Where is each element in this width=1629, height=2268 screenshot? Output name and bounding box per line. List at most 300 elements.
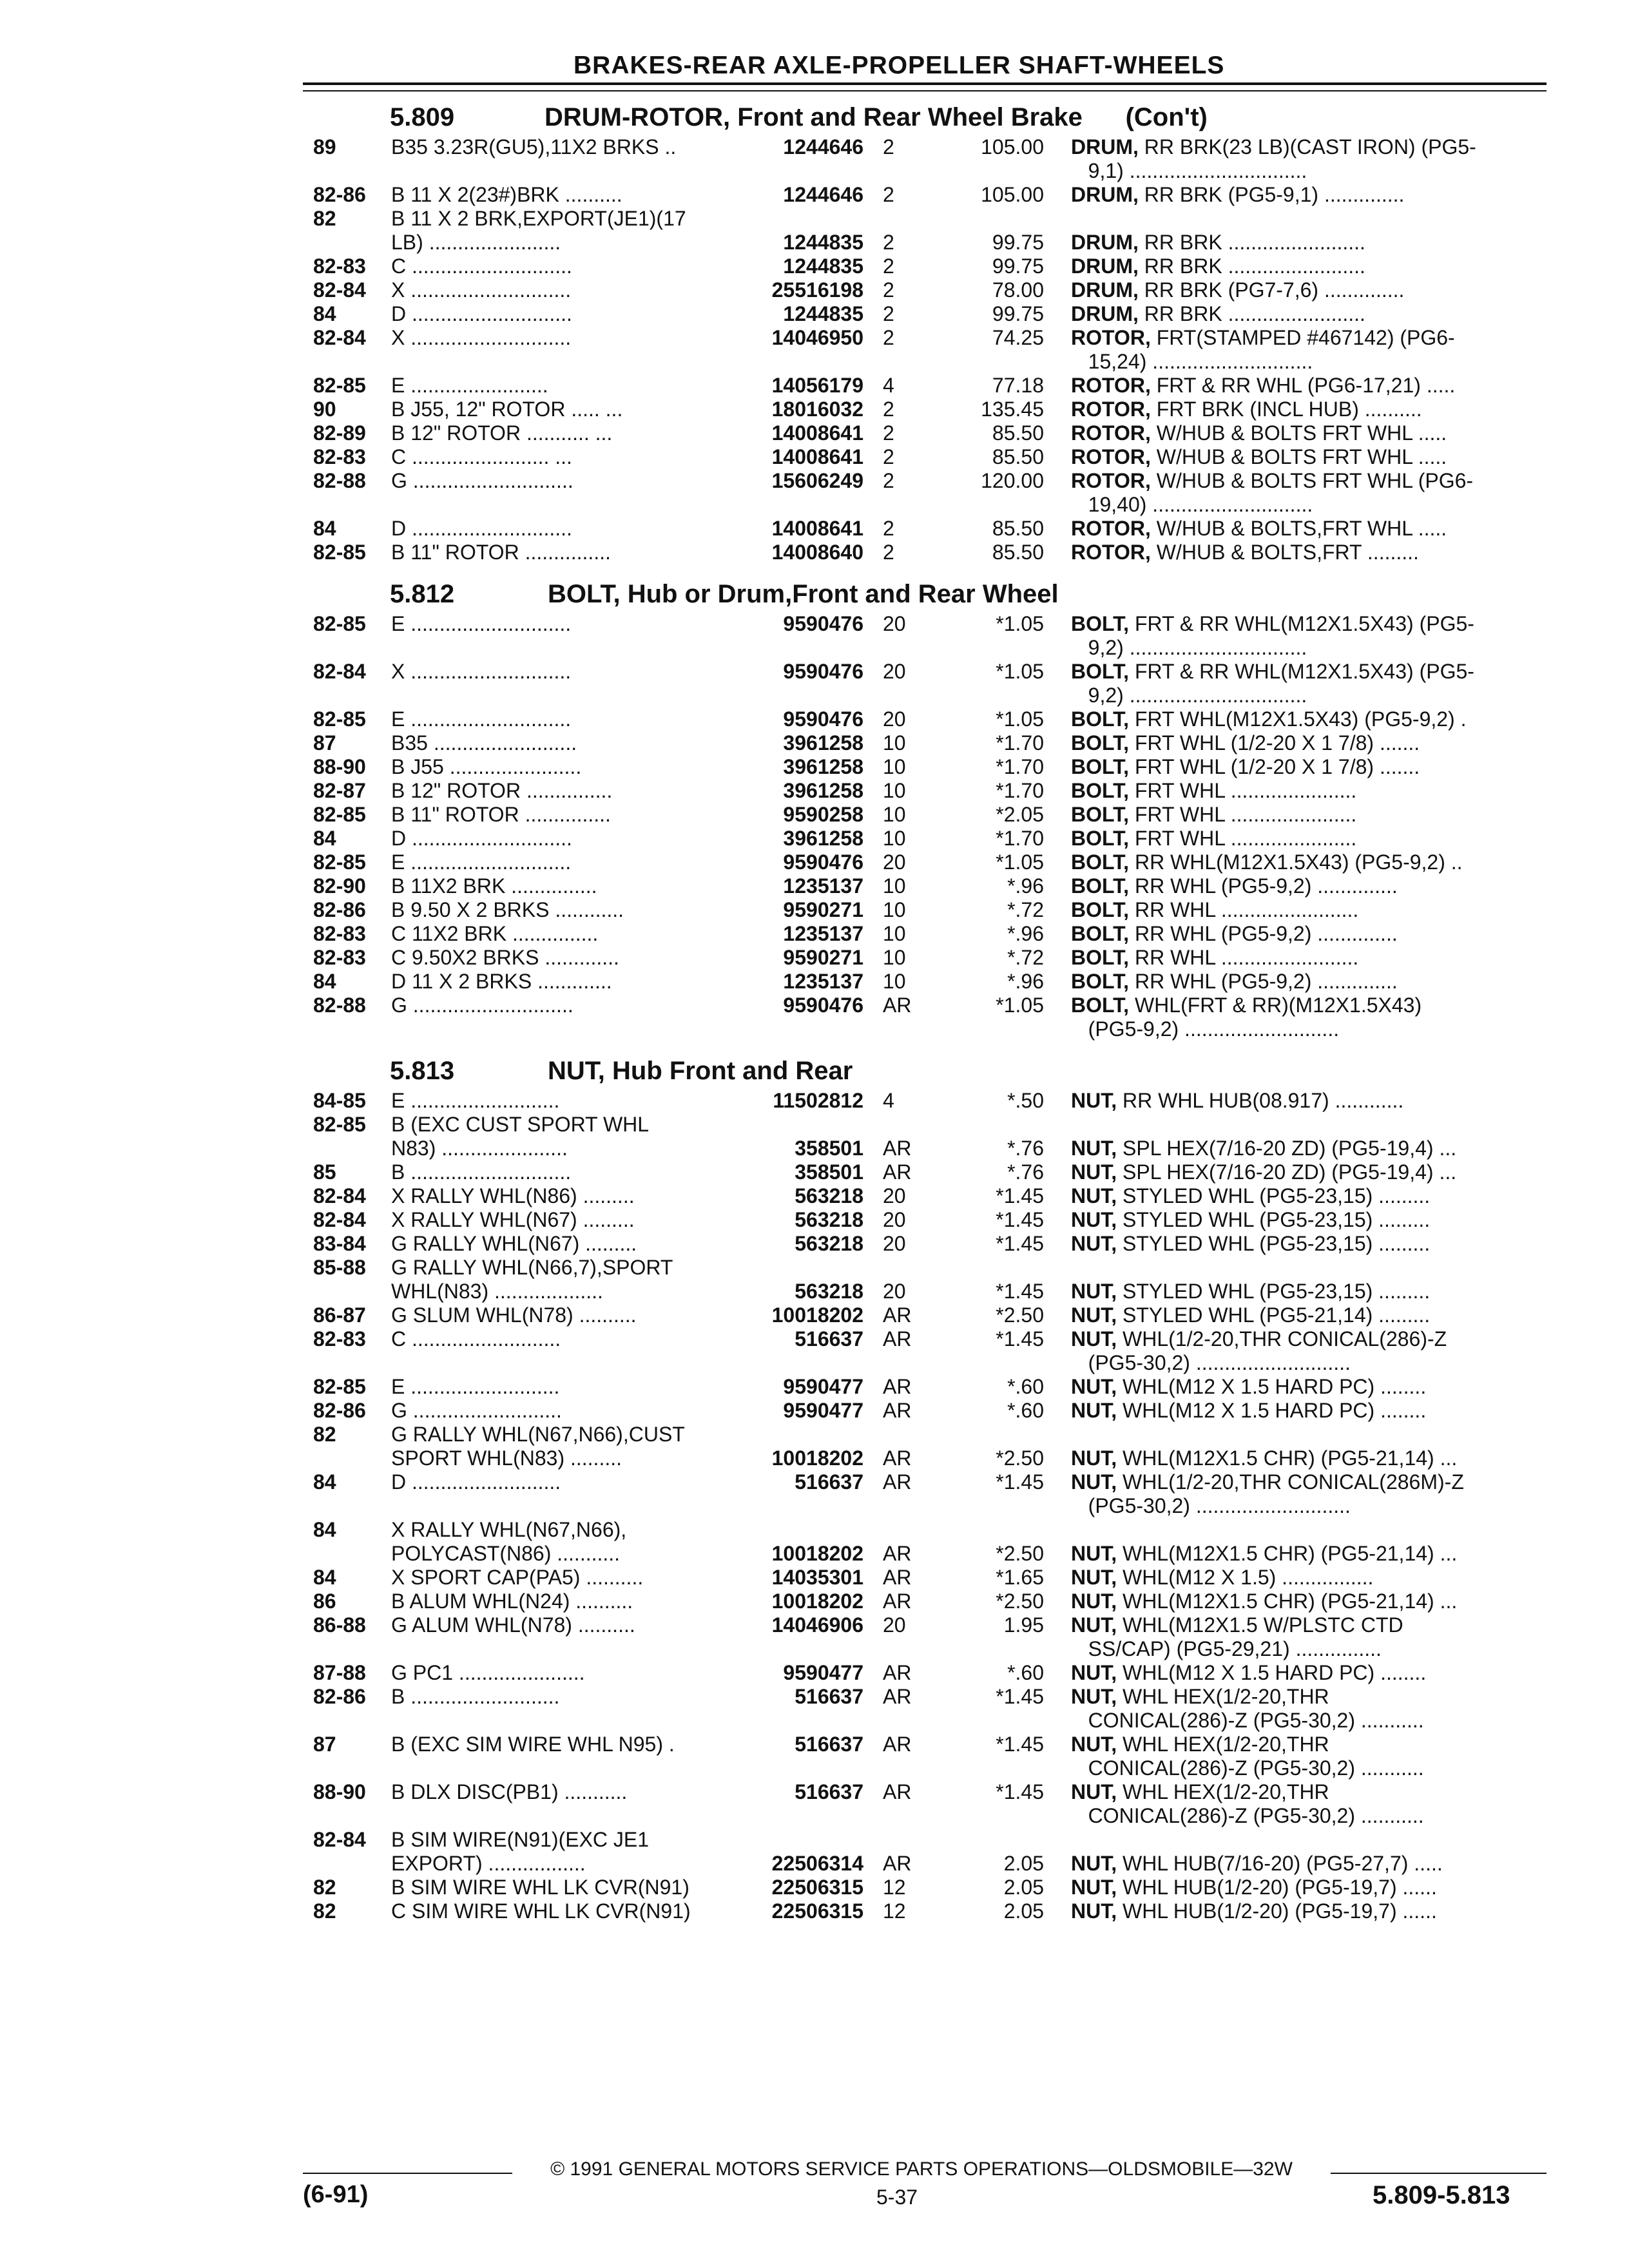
usage-description: B (EXC SIM WIRE WHL N95) .	[391, 1733, 675, 1756]
part-name	[1071, 755, 1535, 779]
table-row	[0, 1327, 1629, 1351]
model-year: 82-89	[313, 421, 366, 445]
part-name-keyword: NUT,	[1071, 1613, 1117, 1637]
price: *.60	[1007, 1661, 1044, 1684]
part-number: 9590476	[783, 612, 863, 635]
usage-description: B ALUM WHL(N24) ..........	[391, 1590, 633, 1613]
footer-rule-left	[303, 2173, 512, 2174]
part-number: 516637	[795, 1685, 863, 1708]
quantity: AR	[883, 1160, 912, 1184]
part-name-detail: FRT & RR WHL(M12X1.5X43) (PG5-	[1129, 660, 1474, 683]
section-number: 5.813	[390, 1057, 455, 1085]
part-name-detail: WHL(M12 X 1.5 HARD PC) ........	[1117, 1661, 1427, 1684]
part-number: 25516198	[771, 278, 863, 302]
part-name-detail: CONICAL(286)-Z (PG5-30,2) ...........	[1071, 1804, 1424, 1827]
usage-description: B35 3.23R(GU5),11X2 BRKS ..	[391, 135, 677, 159]
price: *1.45	[996, 1780, 1044, 1803]
usage-description: X RALLY WHL(N67,N66),	[391, 1518, 627, 1541]
usage-description: E ............................	[391, 707, 572, 731]
price: 99.75	[992, 302, 1044, 325]
usage-description: B 11 X 2(23#)BRK ..........	[391, 183, 622, 206]
part-name	[1071, 231, 1535, 255]
section-range: 5.809-5.813	[1373, 2181, 1510, 2209]
part-name	[1071, 1590, 1535, 1613]
part-name-keyword: NUT,	[1071, 1184, 1117, 1207]
part-name-keyword: BOLT,	[1071, 612, 1130, 635]
part-number: 9590271	[783, 898, 863, 921]
table-row	[0, 1160, 1629, 1184]
part-number: 9590476	[783, 707, 863, 731]
table-row	[0, 159, 1629, 183]
part-name-detail: WHL(1/2-20,THR CONICAL(286)-Z	[1117, 1327, 1447, 1350]
table-row	[0, 1876, 1629, 1899]
model-year: 82-83	[313, 946, 366, 969]
table-row	[0, 779, 1629, 803]
table-row	[0, 731, 1629, 755]
part-name	[1071, 302, 1535, 326]
quantity: AR	[883, 1661, 912, 1684]
part-name-detail: FRT WHL ......................	[1129, 827, 1357, 850]
model-year: 82-85	[313, 541, 366, 564]
model-year: 82-83	[313, 445, 366, 468]
table-row	[0, 1804, 1629, 1828]
page-number: 5-37	[876, 2186, 918, 2209]
table-row	[0, 612, 1629, 636]
part-name	[1071, 421, 1535, 445]
part-name-keyword: BOLT,	[1071, 946, 1130, 969]
part-name-detail: STYLED WHL (PG5-23,15) .........	[1117, 1184, 1431, 1207]
part-name-detail: SS/CAP) (PG5-29,21) ...............	[1071, 1637, 1382, 1660]
part-name-keyword: DRUM,	[1071, 278, 1139, 302]
part-number: 563218	[795, 1208, 863, 1231]
part-number: 1235137	[783, 922, 863, 945]
part-name-detail: RR WHL (PG5-9,2) ..............	[1129, 874, 1398, 898]
quantity: 2	[883, 302, 894, 325]
model-year: 86	[313, 1590, 336, 1613]
price: 2.05	[1003, 1899, 1044, 1923]
part-name	[1071, 493, 1535, 517]
table-row	[0, 1828, 1629, 1852]
part-name	[1071, 374, 1535, 398]
part-number: 9590476	[783, 850, 863, 874]
model-year: 82	[313, 1423, 336, 1446]
model-year: 82-84	[313, 660, 366, 683]
price: *2.50	[996, 1542, 1044, 1565]
table-row	[0, 1542, 1629, 1566]
table-row	[0, 183, 1629, 207]
model-year: 82	[313, 1899, 336, 1923]
price: 99.75	[992, 231, 1044, 254]
part-name	[1071, 1303, 1535, 1327]
part-name-detail: 19,40) ............................	[1071, 493, 1313, 516]
section-number: 5.809	[390, 103, 455, 131]
part-name	[1071, 1089, 1535, 1113]
quantity: 2	[883, 469, 894, 492]
part-name-detail: FRT WHL ......................	[1129, 803, 1357, 826]
part-number: 22506315	[771, 1876, 863, 1899]
quantity: AR	[883, 1780, 912, 1803]
part-name	[1071, 1709, 1535, 1733]
part-name-detail: WHL(FRT & RR)(M12X1.5X43)	[1129, 994, 1422, 1017]
quantity: AR	[883, 1852, 912, 1875]
table-row	[0, 684, 1629, 707]
quantity: 20	[883, 707, 906, 731]
table-row	[0, 874, 1629, 898]
part-number: 1244835	[783, 231, 863, 254]
table-row	[0, 1637, 1629, 1661]
table-row	[0, 1780, 1629, 1804]
model-year: 88-90	[313, 755, 366, 778]
quantity: 2	[883, 541, 894, 564]
part-name	[1071, 1637, 1535, 1661]
usage-description: G RALLY WHL(N66,7),SPORT	[391, 1256, 673, 1279]
part-name-keyword: BOLT,	[1071, 755, 1130, 778]
usage-description: D 11 X 2 BRKS .............	[391, 970, 612, 993]
part-name-keyword: NUT,	[1071, 1280, 1117, 1303]
usage-description: B J55, 12" ROTOR ..... ...	[391, 398, 623, 421]
usage-description: C ........................ ...	[391, 445, 572, 468]
price: 85.50	[992, 541, 1044, 564]
part-name-keyword: NUT,	[1071, 1876, 1117, 1899]
part-name-keyword: NUT,	[1071, 1089, 1117, 1112]
model-year: 84	[313, 1470, 336, 1494]
usage-description: G RALLY WHL(N67,N66),CUST	[391, 1423, 685, 1446]
part-number: 14008641	[771, 445, 863, 468]
usage-description: SPORT WHL(N83) .........	[391, 1446, 622, 1470]
usage-description: E ............................	[391, 612, 572, 635]
part-name-detail: RR BRK (PG5-9,1) ..............	[1138, 183, 1405, 206]
quantity: 10	[883, 874, 906, 898]
usage-description: B 12" ROTOR ...............	[391, 779, 613, 802]
table-row	[0, 1184, 1629, 1208]
part-name	[1071, 1351, 1535, 1375]
quantity: 10	[883, 803, 906, 826]
part-name-keyword: ROTOR,	[1071, 421, 1151, 445]
part-name	[1071, 1733, 1535, 1756]
section-title: NUT, Hub Front and Rear	[548, 1057, 853, 1085]
table-row	[0, 946, 1629, 970]
table-row	[0, 827, 1629, 850]
part-name	[1071, 684, 1535, 707]
table-row	[0, 1208, 1629, 1232]
price: *1.45	[996, 1184, 1044, 1207]
part-name-keyword: ROTOR,	[1071, 445, 1151, 468]
quantity: AR	[883, 994, 912, 1017]
part-name	[1071, 636, 1535, 660]
part-name-keyword: DRUM,	[1071, 135, 1139, 159]
model-year: 82-85	[313, 612, 366, 635]
part-number: 11502812	[773, 1089, 863, 1112]
part-name	[1071, 874, 1535, 898]
price: *1.45	[996, 1280, 1044, 1303]
part-name-detail: WHL HEX(1/2-20,THR	[1117, 1780, 1329, 1803]
model-year: 82-86	[313, 1399, 366, 1422]
part-name-detail: 15,24) ............................	[1071, 350, 1313, 373]
part-name	[1071, 922, 1535, 946]
model-year: 82-85	[313, 850, 366, 874]
price: *.96	[1007, 874, 1044, 898]
model-year: 82-83	[313, 255, 366, 278]
part-name-keyword: NUT,	[1071, 1470, 1117, 1494]
part-name	[1071, 779, 1535, 803]
part-name-detail: RR BRK ........................	[1138, 302, 1365, 325]
part-name-keyword: NUT,	[1071, 1566, 1117, 1589]
model-year: 87	[313, 731, 336, 754]
table-row	[0, 469, 1629, 493]
model-year: 82-86	[313, 183, 366, 206]
table-row	[0, 803, 1629, 827]
part-name	[1071, 183, 1535, 207]
part-name	[1071, 1804, 1535, 1828]
usage-description: B ............................	[391, 1160, 572, 1184]
part-name	[1071, 803, 1535, 827]
price: *.76	[1007, 1160, 1044, 1184]
usage-description: G ............................	[391, 994, 574, 1017]
part-name	[1071, 517, 1535, 541]
table-row	[0, 231, 1629, 255]
table-row	[0, 660, 1629, 684]
part-name	[1071, 850, 1535, 874]
price: *.60	[1007, 1375, 1044, 1398]
quantity: 2	[883, 183, 894, 206]
part-name-keyword: NUT,	[1071, 1208, 1117, 1231]
part-name-detail: CONICAL(286)-Z (PG5-30,2) ...........	[1071, 1709, 1424, 1732]
table-row	[0, 445, 1629, 469]
quantity: AR	[883, 1590, 912, 1613]
part-name	[1071, 1899, 1535, 1923]
part-name-detail: W/HUB & BOLTS,FRT WHL .....	[1150, 517, 1447, 540]
table-row	[0, 1756, 1629, 1780]
table-row	[0, 421, 1629, 445]
price: 85.50	[992, 445, 1044, 468]
part-number: 3961258	[783, 755, 863, 778]
part-name-detail: W/HUB & BOLTS,FRT .........	[1150, 541, 1419, 564]
table-row	[0, 374, 1629, 398]
part-name	[1071, 1613, 1535, 1637]
part-number: 14008641	[771, 421, 863, 445]
model-year: 82-84	[313, 278, 366, 302]
part-name	[1071, 1399, 1535, 1423]
price: 135.45	[981, 398, 1044, 421]
part-name-detail: SPL HEX(7/16-20 ZD) (PG5-19,4) ...	[1117, 1160, 1457, 1184]
part-name-detail: WHL(1/2-20,THR CONICAL(286M)-Z	[1117, 1470, 1464, 1494]
part-name	[1071, 1661, 1535, 1685]
part-name-detail: W/HUB & BOLTS FRT WHL (PG6-	[1150, 469, 1474, 492]
usage-description: X ............................	[391, 326, 572, 349]
table-row	[0, 302, 1629, 326]
price: *1.05	[996, 707, 1044, 731]
price: *1.65	[996, 1566, 1044, 1589]
price: *2.05	[996, 803, 1044, 826]
model-year: 84	[313, 517, 336, 540]
part-name-keyword: BOLT,	[1071, 850, 1130, 874]
model-year: 82-83	[313, 1327, 366, 1350]
quantity: 2	[883, 278, 894, 302]
quantity: AR	[883, 1542, 912, 1565]
part-name	[1071, 946, 1535, 970]
table-row	[0, 255, 1629, 278]
usage-description: B 11X2 BRK ...............	[391, 874, 597, 898]
usage-description: B DLX DISC(PB1) ...........	[391, 1780, 628, 1803]
model-year: 82-84	[313, 1208, 366, 1231]
model-year: 84	[313, 1566, 336, 1589]
table-row	[0, 755, 1629, 779]
table-row	[0, 398, 1629, 421]
model-year: 84	[313, 1518, 336, 1541]
table-row	[0, 1303, 1629, 1327]
table-row	[0, 1017, 1629, 1041]
part-name-keyword: NUT,	[1071, 1685, 1117, 1708]
part-name	[1071, 1446, 1535, 1470]
model-year: 87	[313, 1733, 336, 1756]
part-name-keyword: ROTOR,	[1071, 398, 1151, 421]
part-name	[1071, 255, 1535, 278]
part-number: 9590271	[783, 946, 863, 969]
part-name-keyword: NUT,	[1071, 1375, 1117, 1398]
copyright-notice: © 1991 GENERAL MOTORS SERVICE PARTS OPERATIONS—OLDSMOBILE—32W	[550, 2158, 1293, 2180]
usage-description: C 11X2 BRK ...............	[391, 922, 599, 945]
model-year: 82	[313, 207, 336, 230]
table-row	[0, 517, 1629, 541]
quantity: 20	[883, 1280, 906, 1303]
quantity: 10	[883, 946, 906, 969]
price: *2.50	[996, 1590, 1044, 1613]
part-number: 10018202	[771, 1590, 863, 1613]
usage-description: E ............................	[391, 850, 572, 874]
usage-description: WHL(N83) ...................	[391, 1280, 603, 1303]
quantity: 10	[883, 755, 906, 778]
part-name-keyword: NUT,	[1071, 1780, 1117, 1803]
price: *1.05	[996, 660, 1044, 683]
part-number: 14035301	[771, 1566, 863, 1589]
part-number: 9590476	[783, 994, 863, 1017]
usage-description: C ..........................	[391, 1327, 561, 1350]
model-year: 82-85	[313, 374, 366, 397]
usage-description: C ............................	[391, 255, 572, 278]
quantity: AR	[883, 1446, 912, 1470]
price: 78.00	[992, 278, 1044, 302]
quantity: 2	[883, 421, 894, 445]
price: *1.45	[996, 1685, 1044, 1708]
model-year: 82-88	[313, 994, 366, 1017]
usage-description: C SIM WIRE WHL LK CVR(N91)	[391, 1899, 691, 1923]
price: *.96	[1007, 922, 1044, 945]
model-year: 88-90	[313, 1780, 366, 1803]
usage-description: D ..........................	[391, 1470, 561, 1494]
quantity: 10	[883, 898, 906, 921]
part-name-detail: FRT WHL (1/2-20 X 1 7/8) .......	[1129, 731, 1420, 754]
part-name-keyword: NUT,	[1071, 1733, 1117, 1756]
part-name-detail: WHL(M12 X 1.5) ................	[1117, 1566, 1374, 1589]
part-name-detail: FRT(STAMPED #467142) (PG6-	[1150, 326, 1455, 349]
part-name	[1071, 1876, 1535, 1899]
usage-description: D ............................	[391, 827, 572, 850]
part-name-detail: FRT BRK (INCL HUB) ..........	[1150, 398, 1422, 421]
part-name	[1071, 1137, 1535, 1160]
model-year: 85	[313, 1160, 336, 1184]
part-name-detail: RR WHL ........................	[1129, 898, 1359, 921]
model-year: 82-84	[313, 1828, 366, 1851]
part-name	[1071, 350, 1535, 374]
model-year: 82-90	[313, 874, 366, 898]
usage-description: E ........................	[391, 374, 548, 397]
quantity: AR	[883, 1399, 912, 1422]
part-name-detail: RR WHL HUB(08.917) ............	[1117, 1089, 1404, 1112]
model-year: 84	[313, 970, 336, 993]
part-name-keyword: BOLT,	[1071, 707, 1130, 731]
part-name-detail: STYLED WHL (PG5-23,15) .........	[1117, 1280, 1431, 1303]
part-name	[1071, 1160, 1535, 1184]
part-name	[1071, 541, 1535, 564]
table-row	[0, 707, 1629, 731]
quantity: AR	[883, 1685, 912, 1708]
part-number: 563218	[795, 1184, 863, 1207]
usage-description: X RALLY WHL(N86) .........	[391, 1184, 635, 1207]
table-row	[0, 207, 1629, 231]
part-name	[1071, 994, 1535, 1017]
part-number: 14008640	[771, 541, 863, 564]
part-name	[1071, 827, 1535, 850]
usage-description: G SLUM WHL(N78) ..........	[391, 1303, 637, 1327]
part-number: 10018202	[771, 1446, 863, 1470]
part-name-keyword: NUT,	[1071, 1327, 1117, 1350]
price: 85.50	[992, 421, 1044, 445]
price: 1.95	[1003, 1613, 1044, 1637]
table-row	[0, 1232, 1629, 1256]
part-name	[1071, 707, 1535, 731]
part-name-keyword: BOLT,	[1071, 970, 1130, 993]
table-row	[0, 1113, 1629, 1137]
part-name	[1071, 398, 1535, 421]
usage-description: D ............................	[391, 517, 572, 540]
price: *.96	[1007, 970, 1044, 993]
part-name-detail: STYLED WHL (PG5-21,14) .........	[1117, 1303, 1431, 1327]
part-name	[1071, 1327, 1535, 1351]
quantity: 2	[883, 326, 894, 349]
section-number: 5.812	[390, 580, 455, 608]
part-name-keyword: NUT,	[1071, 1137, 1117, 1160]
part-number: 10018202	[771, 1303, 863, 1327]
usage-description: EXPORT) .................	[391, 1852, 586, 1875]
usage-description: X ............................	[391, 660, 572, 683]
price: 77.18	[992, 374, 1044, 397]
page-title: BRAKES-REAR AXLE-PROPELLER SHAFT-WHEELS	[574, 52, 1225, 79]
part-number: 22506315	[771, 1899, 863, 1923]
part-name	[1071, 1542, 1535, 1566]
part-name-keyword: ROTOR,	[1071, 374, 1151, 397]
part-name-keyword: BOLT,	[1071, 660, 1130, 683]
part-number: 516637	[795, 1780, 863, 1803]
usage-description: B 11" ROTOR ...............	[391, 541, 611, 564]
usage-description: N83) ......................	[391, 1137, 568, 1160]
table-row	[0, 1733, 1629, 1756]
part-number: 1244835	[783, 302, 863, 325]
quantity: 20	[883, 1184, 906, 1207]
part-name-detail: 9,2) ...............................	[1071, 684, 1307, 707]
part-name-detail: RR WHL (PG5-9,2) ..............	[1129, 922, 1398, 945]
part-name-detail: STYLED WHL (PG5-23,15) .........	[1117, 1232, 1431, 1255]
table-row	[0, 135, 1629, 159]
revision-date: (6-91)	[303, 2181, 369, 2208]
model-year: 82-86	[313, 898, 366, 921]
table-row	[0, 994, 1629, 1017]
part-name	[1071, 1566, 1535, 1590]
part-name-detail: RR WHL (PG5-9,2) ..............	[1129, 970, 1398, 993]
usage-description: B 11 X 2 BRK,EXPORT(JE1)(17	[391, 207, 686, 230]
part-name	[1071, 1375, 1535, 1399]
part-name-keyword: NUT,	[1071, 1542, 1117, 1565]
table-row	[0, 1256, 1629, 1280]
